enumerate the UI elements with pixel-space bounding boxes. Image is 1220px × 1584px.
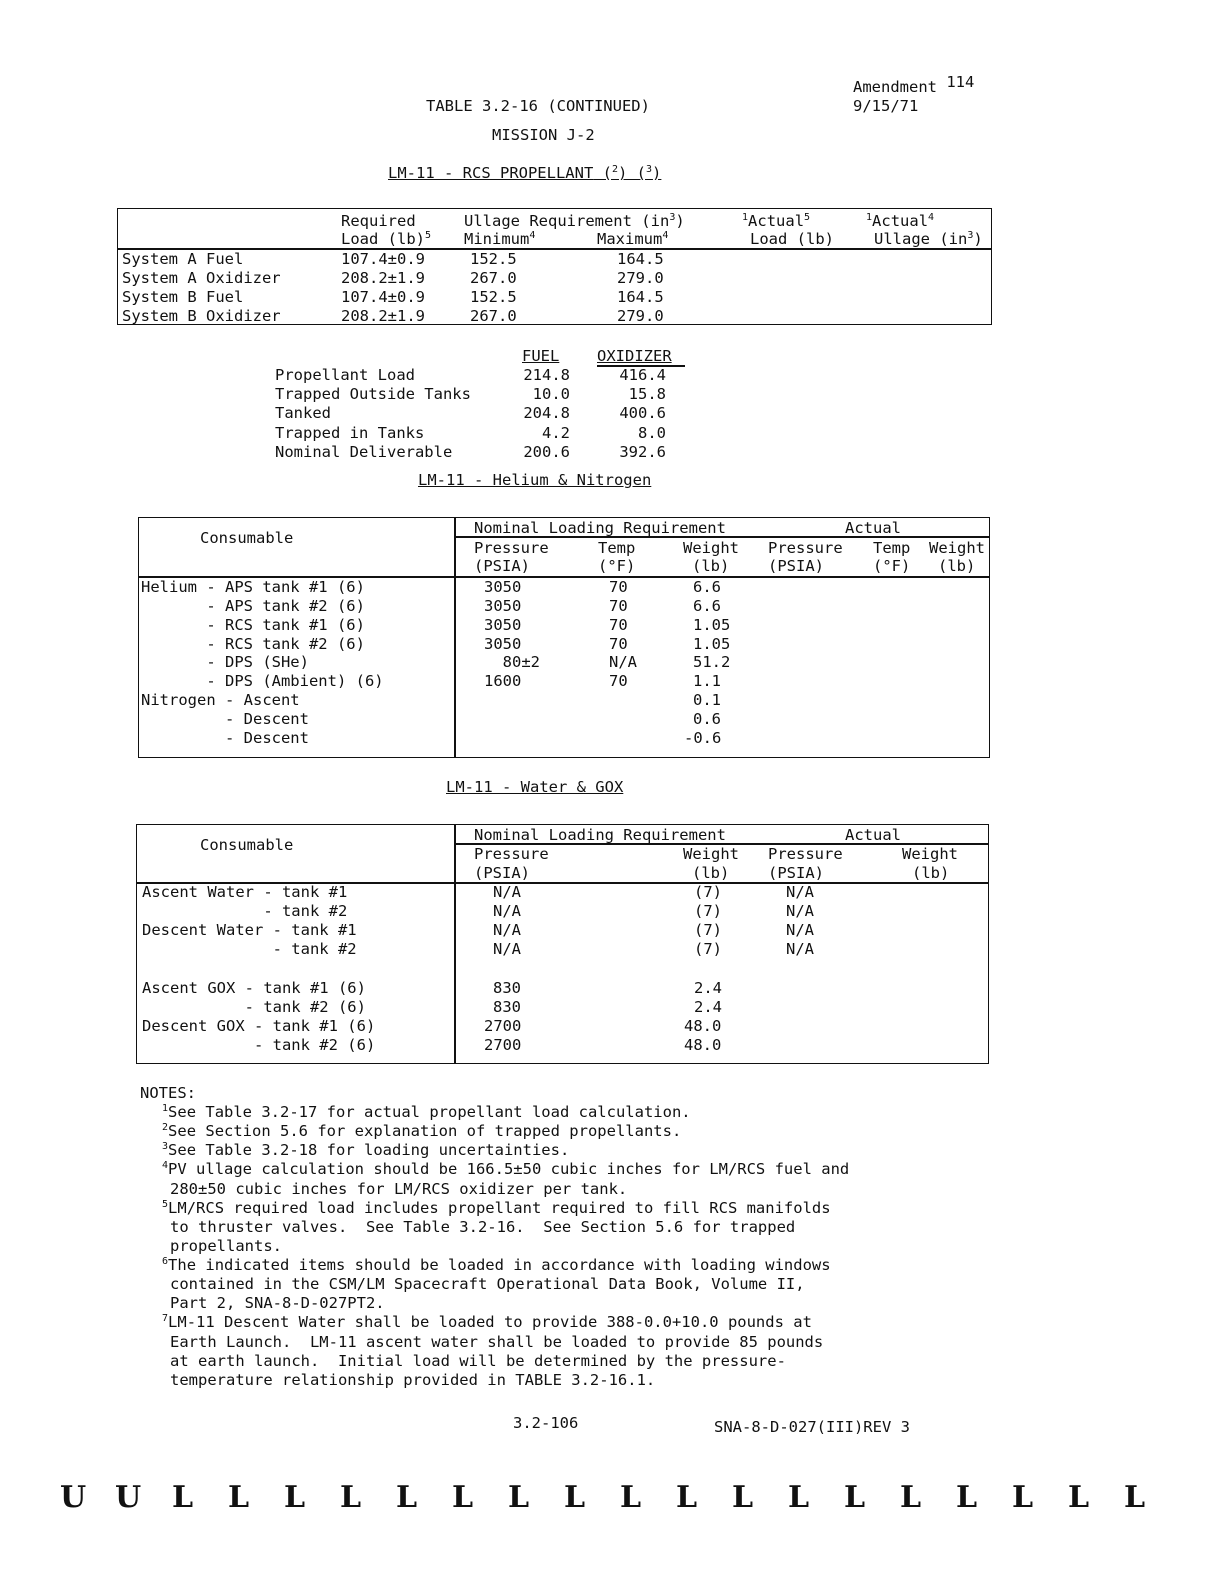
rcs-max: 164.5 <box>617 288 664 306</box>
summary-fuel: 214.8 <box>523 366 570 384</box>
edge-mark: L <box>508 1480 530 1515</box>
helium-weight: 0.6 <box>693 710 721 728</box>
summary-label: Nominal Deliverable <box>275 443 453 461</box>
water-actual-pressure: N/A <box>786 902 814 920</box>
rcs-ullage-header: Ullage Requirement $(in^3)$ <box>464 212 685 230</box>
edge-mark: L <box>452 1480 474 1515</box>
helium-lb-header: (lb) <box>692 557 730 575</box>
edge-mark: L <box>844 1480 866 1515</box>
page-number: 3.2-106 <box>513 1414 579 1432</box>
helium-actual-header: Actual <box>845 519 901 537</box>
helium-psia-header: (PSIA) <box>474 557 530 575</box>
edge-mark: L <box>732 1480 754 1515</box>
summary-oxidizer: 392.6 <box>619 443 666 461</box>
helium-temp: 70 <box>609 616 628 634</box>
summary-fuel: 4.2 <box>542 424 570 442</box>
note-text: The indicated items should be loaded in accordance with loading windows <box>168 1256 831 1274</box>
helium-nominal-header: Nominal Loading Requirement <box>474 519 726 537</box>
water-actual-pressure-header: Pressure <box>768 845 843 863</box>
helium-pressure: 3050 <box>484 616 522 634</box>
water-actual-header: Actual <box>845 826 901 844</box>
helium-weight: 6.6 <box>693 578 721 596</box>
water-pressure: 2700 <box>484 1036 522 1054</box>
note-text: PV ullage calculation should be 166.5±50 cubic inches for LM/RCS fuel and <box>168 1160 850 1178</box>
helium-label: - Descent <box>141 729 309 747</box>
summary-oxidizer: 400.6 <box>619 404 666 422</box>
helium-section-title: LM-11 - Helium & Nitrogen <box>418 471 652 489</box>
edge-mark: L <box>1068 1480 1090 1515</box>
helium-actual-degf-header: (°F) <box>873 557 911 575</box>
edge-mark: L <box>788 1480 810 1515</box>
rcs-header-rule <box>117 248 992 250</box>
summary-oxidizer: 416.4 <box>619 366 666 384</box>
rcs-max: 279.0 <box>617 307 664 325</box>
water-label: Ascent GOX - tank #1 (6) <box>142 979 366 997</box>
water-weight: 2.4 <box>694 998 722 1016</box>
water-weight: 48.0 <box>684 1017 722 1035</box>
note-text: propellants. <box>170 1237 282 1255</box>
note-line <box>170 1294 385 1313</box>
water-section-title: LM-11 - Water & GOX <box>446 778 624 796</box>
rcs-section-title: LM-11 - RCS PROPELLANT ($^2$) ($^3$) <box>388 164 662 182</box>
water-weight: (7) <box>694 902 722 920</box>
helium-pressure-header: Pressure <box>474 539 549 557</box>
water-pressure-header: Pressure <box>474 845 549 863</box>
note-number: 7 <box>162 1313 169 1324</box>
helium-divider <box>454 517 456 758</box>
water-actual-pressure: N/A <box>786 883 814 901</box>
water-pressure: 830 <box>493 979 521 997</box>
helium-temp-header: Temp <box>598 539 636 557</box>
rcs-system: System A Oxidizer <box>122 269 281 287</box>
rcs-required-header: Required <box>341 212 416 230</box>
amendment-label: Amendment 114 <box>853 73 975 96</box>
helium-weight: 1.05 <box>693 616 731 634</box>
table-title: TABLE 3.2-16 (CONTINUED) <box>426 97 650 115</box>
note-number: 6 <box>162 1256 169 1267</box>
helium-weight: -0.6 <box>684 729 722 747</box>
water-nominal-header: Nominal Loading Requirement <box>474 826 726 844</box>
helium-weight-header: Weight <box>683 539 739 557</box>
edge-mark: L <box>1124 1480 1146 1515</box>
rcs-system: System B Fuel <box>122 288 244 306</box>
helium-temp: 70 <box>609 635 628 653</box>
summary-oxidizer: 15.8 <box>628 385 666 403</box>
document-id: SNA-8-D-027(III)REV 3 <box>714 1418 910 1436</box>
water-lb-header: (lb) <box>692 864 730 882</box>
note-line <box>162 1313 812 1332</box>
note-line <box>170 1333 823 1352</box>
water-weight: (7) <box>694 940 722 958</box>
water-label: Descent GOX - tank #1 (6) <box>142 1017 376 1035</box>
edge-mark: L <box>900 1480 922 1515</box>
summary-fuel: 10.0 <box>532 385 570 403</box>
helium-actual-weight-header: Weight <box>929 539 985 557</box>
helium-pressure: 3050 <box>484 578 522 596</box>
water-label: - tank #2 (6) <box>142 998 366 1016</box>
edge-mark: U <box>60 1480 87 1515</box>
note-line <box>170 1275 805 1294</box>
water-consumable-header: Consumable <box>200 836 294 854</box>
note-text: Earth Launch. LM-11 ascent water shall be loaded to provide 85 pounds <box>170 1333 824 1351</box>
rcs-system: System B Oxidizer <box>122 307 281 325</box>
water-actual-lb-header: (lb) <box>912 864 950 882</box>
note-line <box>162 1122 681 1141</box>
rcs-required: 208.2±1.9 <box>341 307 425 325</box>
water-label: Descent Water - tank #1 <box>142 921 357 939</box>
water-label: - tank #2 <box>142 940 357 958</box>
rcs-required: 107.4±0.9 <box>341 250 425 268</box>
rcs-maximum-header: Maximum$^4$ <box>597 230 669 248</box>
note-number: 3 <box>162 1141 169 1152</box>
note-number: 1 <box>162 1103 169 1114</box>
water-pressure: 830 <box>493 998 521 1016</box>
water-label: - tank #2 <box>142 902 348 920</box>
helium-actual-lb-header: (lb) <box>938 557 976 575</box>
edge-mark: U <box>115 1480 142 1515</box>
note-text: Part 2, SNA-8-D-027PT2. <box>170 1294 385 1312</box>
note-line <box>170 1180 627 1199</box>
note-line <box>162 1256 831 1275</box>
summary-label: Trapped in Tanks <box>275 424 425 442</box>
summary-label: Tanked <box>275 404 331 422</box>
water-weight: 2.4 <box>694 979 722 997</box>
helium-label: - RCS tank #1 (6) <box>141 616 365 634</box>
summary-fuel: 200.6 <box>523 443 570 461</box>
helium-pressure: 1600 <box>484 672 522 690</box>
note-line <box>162 1141 569 1160</box>
summary-label: Trapped Outside Tanks <box>275 385 471 403</box>
helium-label: - DPS (Ambient) (6) <box>141 672 384 690</box>
helium-degf-header: (°F) <box>598 557 636 575</box>
note-text: temperature relationship provided in TABLE 3.2-16.1. <box>170 1371 656 1389</box>
edge-mark: L <box>228 1480 250 1515</box>
water-actual-pressure: N/A <box>786 921 814 939</box>
rcs-actual-ullage-header: $^1$Actual$^4$ <box>866 212 935 230</box>
helium-actual-psia-header: (PSIA) <box>768 557 824 575</box>
helium-weight: 51.2 <box>693 653 731 671</box>
note-text: See Table 3.2-18 for loading uncertainties. <box>168 1141 570 1159</box>
mission-label: MISSION J-2 <box>492 126 595 144</box>
helium-pressure: 80±2 <box>484 653 540 671</box>
helium-temp: 70 <box>609 672 628 690</box>
water-weight-header: Weight <box>683 845 739 863</box>
edge-mark: L <box>956 1480 978 1515</box>
rcs-min: 152.5 <box>470 288 517 306</box>
rcs-required: 208.2±1.9 <box>341 269 425 287</box>
water-weight: 48.0 <box>684 1036 722 1054</box>
water-actual-psia-header: (PSIA) <box>768 864 824 882</box>
note-text: See Table 3.2-17 for actual propellant load calculation. <box>168 1103 691 1121</box>
rcs-required: 107.4±0.9 <box>341 288 425 306</box>
water-pressure: N/A <box>493 940 521 958</box>
summary-oxidizer: 8.0 <box>638 424 666 442</box>
note-line <box>162 1199 831 1218</box>
fuel-header: FUEL <box>522 347 560 365</box>
note-text: LM-11 Descent Water shall be loaded to provide 388-0.0+10.0 pounds at <box>168 1313 812 1331</box>
water-label: - tank #2 (6) <box>142 1036 376 1054</box>
note-number: 2 <box>162 1122 169 1133</box>
edge-mark: L <box>396 1480 418 1515</box>
note-line <box>162 1103 691 1122</box>
helium-actual-pressure-header: Pressure <box>768 539 843 557</box>
oxidizer-header: OXIDIZER <box>597 347 672 365</box>
helium-label: Nitrogen - Ascent <box>141 691 300 709</box>
note-number: 4 <box>162 1160 169 1171</box>
water-label: Ascent Water - tank #1 <box>142 883 348 901</box>
helium-consumable-header: Consumable <box>200 529 294 547</box>
note-line <box>170 1237 282 1256</box>
note-text: See Section 5.6 for explanation of trapped propellants. <box>168 1122 682 1140</box>
note-text: contained in the CSM/LM Spacecraft Operational Data Book, Volume II, <box>170 1275 805 1293</box>
summary-label: Propellant Load <box>275 366 415 384</box>
water-pressure: N/A <box>493 902 521 920</box>
note-line <box>170 1371 655 1390</box>
helium-temp: 70 <box>609 578 628 596</box>
water-weight: (7) <box>694 883 722 901</box>
note-line <box>170 1218 795 1237</box>
helium-weight: 1.05 <box>693 635 731 653</box>
helium-weight: 6.6 <box>693 597 721 615</box>
note-line <box>162 1160 849 1179</box>
helium-weight: 0.1 <box>693 691 721 709</box>
note-number: 5 <box>162 1199 169 1210</box>
helium-label: - RCS tank #2 (6) <box>141 635 365 653</box>
note-text: at earth launch. Initial load will be determined by the pressure- <box>170 1352 786 1370</box>
helium-pressure: 3050 <box>484 597 522 615</box>
note-line <box>170 1352 786 1371</box>
water-actual-pressure: N/A <box>786 940 814 958</box>
amendment-date: 9/15/71 <box>853 97 919 115</box>
notes-heading: NOTES: <box>140 1084 196 1102</box>
edge-mark: L <box>172 1480 194 1515</box>
helium-temp: N/A <box>609 653 637 671</box>
rcs-min: 267.0 <box>470 307 517 325</box>
rcs-system: System A Fuel <box>122 250 244 268</box>
helium-label: Helium - APS tank #1 (6) <box>141 578 365 596</box>
note-text: LM/RCS required load includes propellant required to fill RCS manifolds <box>168 1199 831 1217</box>
helium-label: - APS tank #2 (6) <box>141 597 365 615</box>
helium-weight: 1.1 <box>693 672 721 690</box>
rcs-min: 152.5 <box>470 250 517 268</box>
note-text: 280±50 cubic inches for LM/RCS oxidizer per tank. <box>170 1180 628 1198</box>
rcs-actual-load-header-2: Load (lb) <box>750 230 834 248</box>
rcs-max: 279.0 <box>617 269 664 287</box>
edge-mark: L <box>1012 1480 1034 1515</box>
edge-mark: L <box>620 1480 642 1515</box>
water-divider <box>454 824 456 1064</box>
rcs-actual-load-header: $^1$Actual$^5$ <box>742 212 811 230</box>
edge-mark: L <box>340 1480 362 1515</box>
helium-pressure: 3050 <box>484 635 522 653</box>
helium-label: - Descent <box>141 710 309 728</box>
water-pressure: N/A <box>493 921 521 939</box>
rcs-minimum-header: Minimum$^4$ <box>464 230 536 248</box>
rcs-min: 267.0 <box>470 269 517 287</box>
water-psia-header: (PSIA) <box>474 864 530 882</box>
summary-fuel: 204.8 <box>523 404 570 422</box>
helium-label: - DPS (SHe) <box>141 653 309 671</box>
edge-mark: L <box>676 1480 698 1515</box>
rcs-max: 164.5 <box>617 250 664 268</box>
water-pressure: N/A <box>493 883 521 901</box>
rcs-actual-ullage-header-2: Ullage $(in^3)$ <box>874 230 983 248</box>
edge-mark: L <box>284 1480 306 1515</box>
water-pressure: 2700 <box>484 1017 522 1035</box>
note-text: to thruster valves. See Table 3.2-16. See Section 5.6 for trapped <box>170 1218 796 1236</box>
water-weight: (7) <box>694 921 722 939</box>
rcs-required-header-2: Load (lb)$^5$ <box>341 230 432 248</box>
helium-actual-temp-header: Temp <box>873 539 911 557</box>
water-actual-weight-header: Weight <box>902 845 958 863</box>
edge-mark: L <box>564 1480 586 1515</box>
helium-temp: 70 <box>609 597 628 615</box>
